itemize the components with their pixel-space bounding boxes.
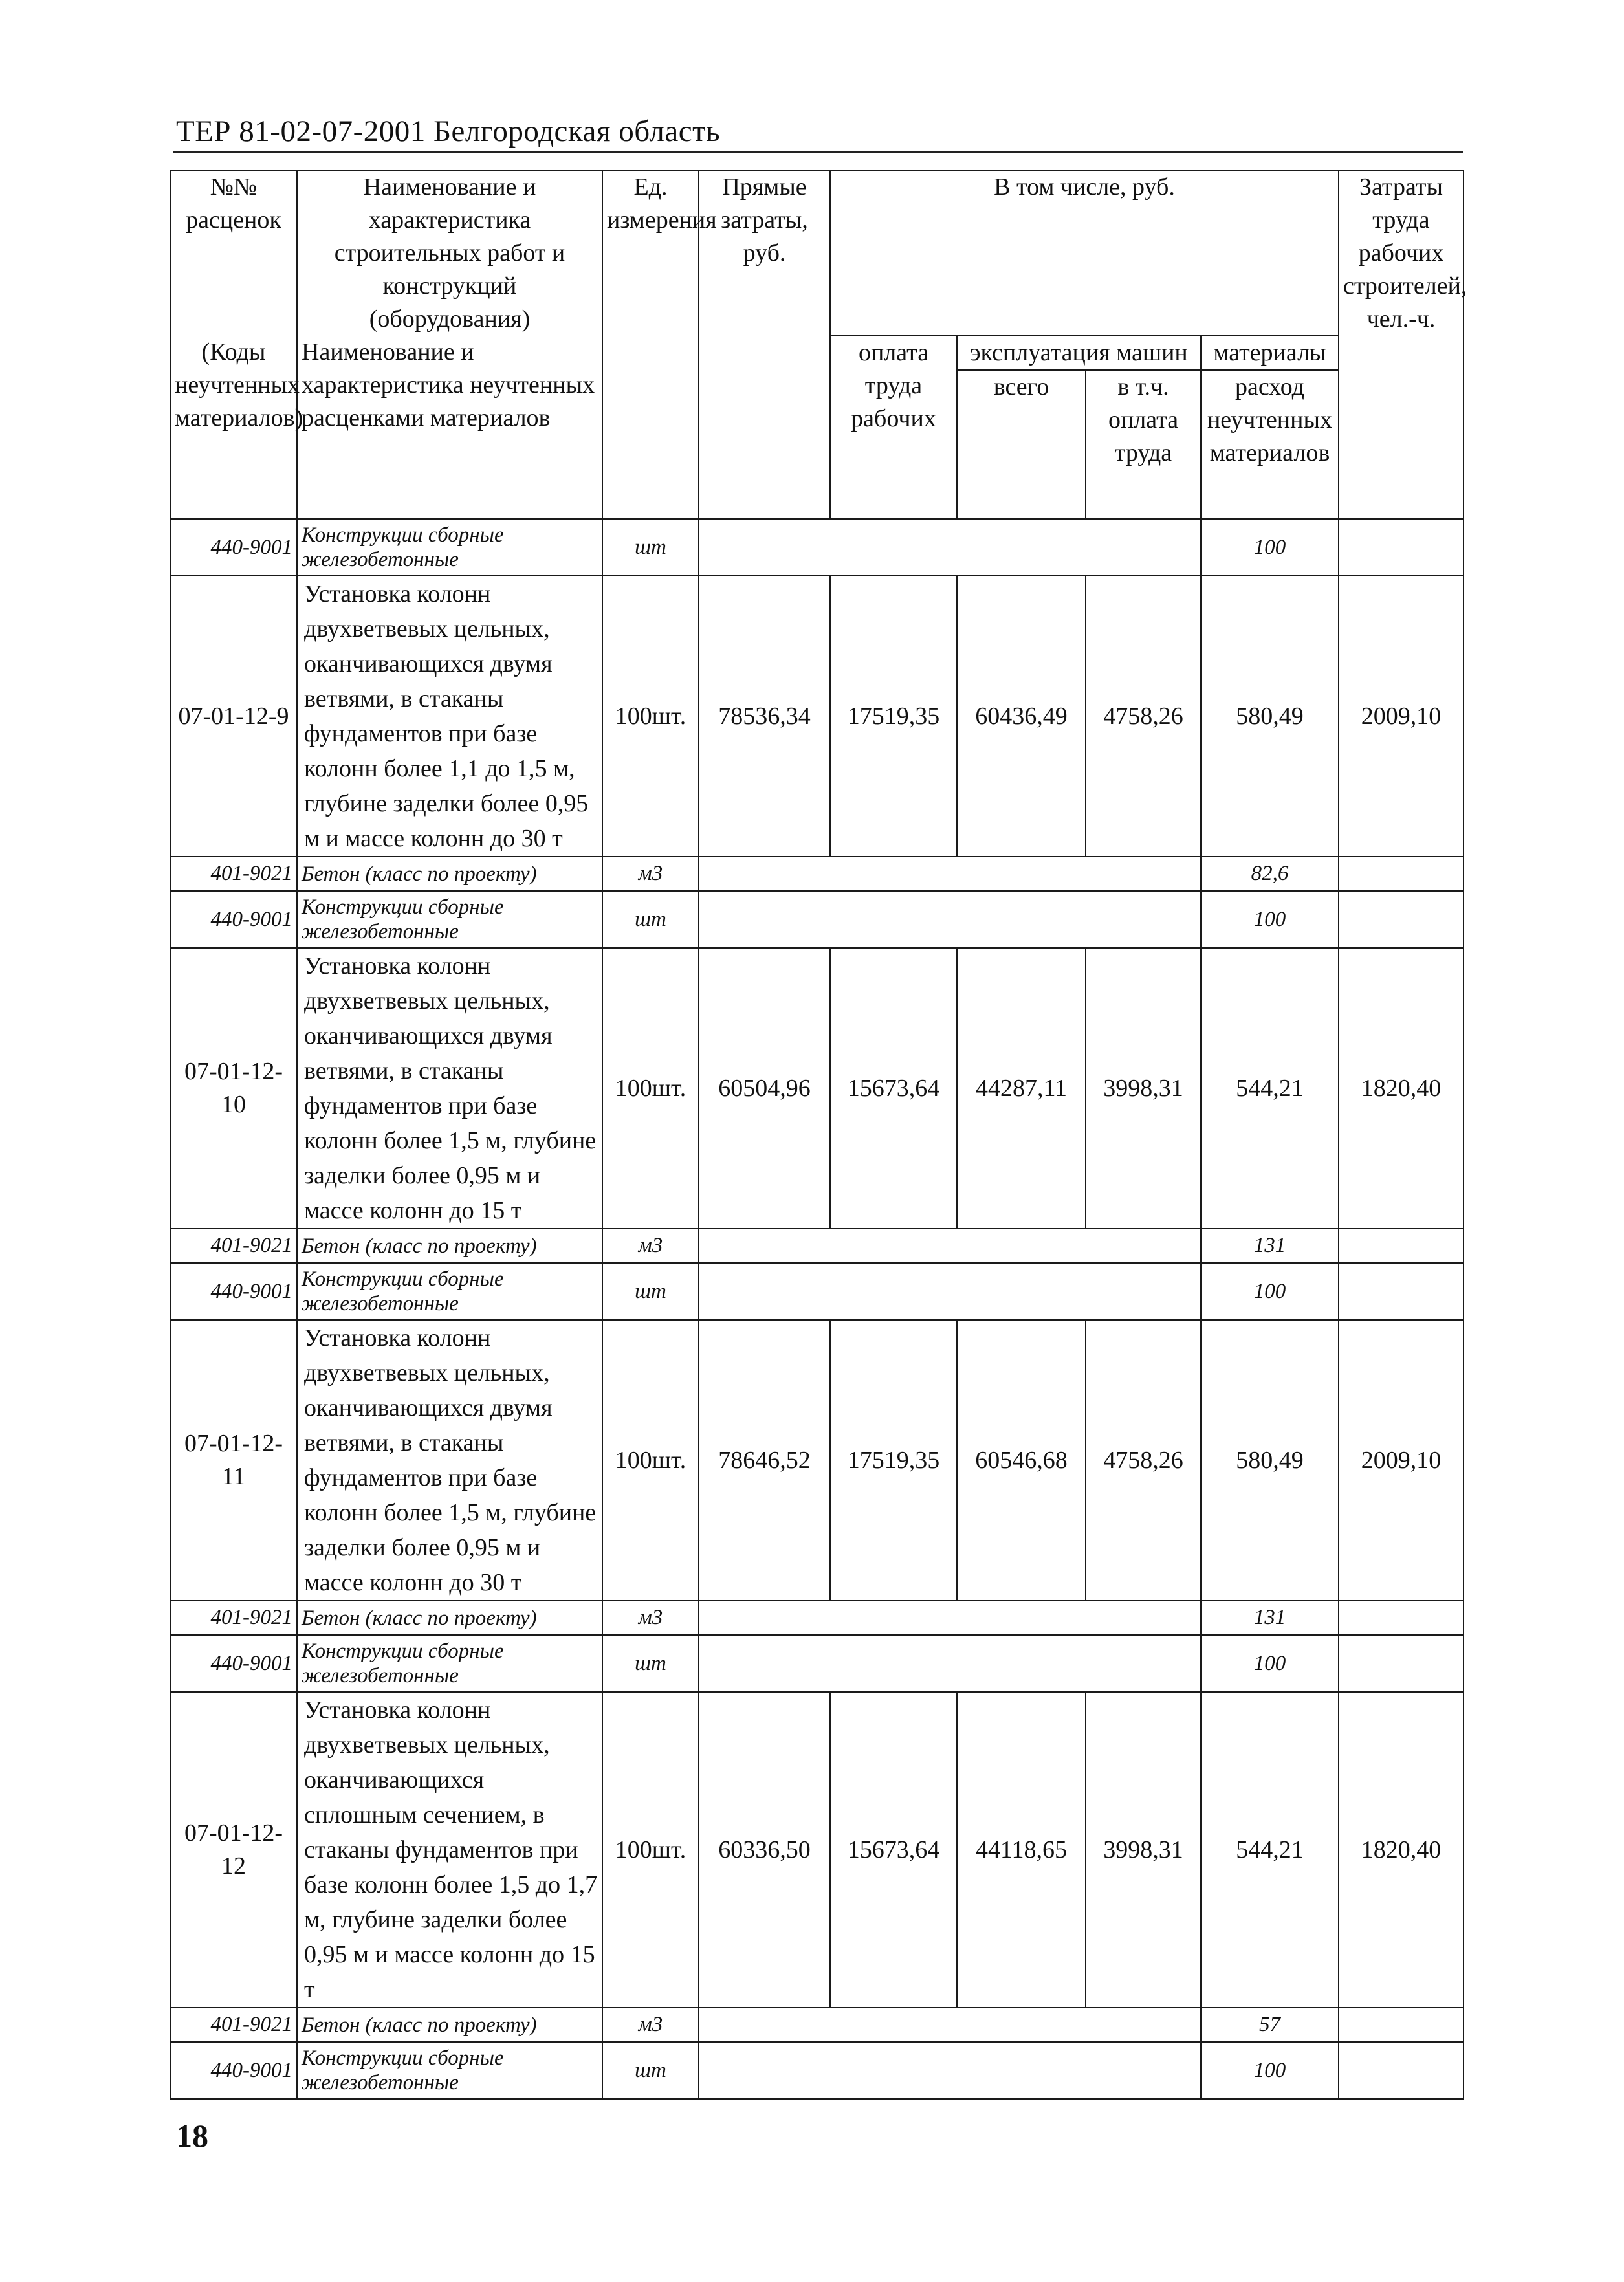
- rate-machines-total: 60546,68: [957, 1320, 1086, 1601]
- material-code: 401-9021: [170, 1229, 297, 1263]
- header-code: №№ расценок: [170, 170, 297, 336]
- material-blank-labor: [1339, 2008, 1464, 2042]
- material-blank-labor: [1339, 519, 1464, 576]
- rate-code: 07-01-12-9: [170, 576, 297, 857]
- rate-direct-cost: 60336,50: [699, 1692, 830, 2008]
- material-code: 401-9021: [170, 1601, 297, 1635]
- material-blank-labor: [1339, 857, 1464, 891]
- material-row: [170, 857, 1464, 891]
- rate-labor: 1820,40: [1339, 1692, 1464, 2008]
- material-blank-labor: [1339, 891, 1464, 948]
- header-name-2: Наименование и характеристика неучтенных расценками материалов: [297, 336, 602, 519]
- rate-row: [170, 948, 1464, 1229]
- material-blank: [699, 2008, 1201, 2042]
- header-including: В том числе, руб.: [830, 170, 1339, 336]
- material-blank: [699, 857, 1201, 891]
- material-code: 440-9001: [170, 2042, 297, 2099]
- material-name: Конструкции сборные железобетонные: [297, 1635, 602, 1692]
- rate-name: Установка колонн двухветвевых цельных, оканчивающихся двумя ветвями, в стаканы фундаментов при базе колонн более 1,5 м, глубине заделки более 0,95 м и массе колонн до 30 т: [297, 1320, 602, 1601]
- material-unit: м3: [602, 1601, 699, 1635]
- material-blank: [699, 1635, 1201, 1692]
- rate-code: 07-01-12-12: [170, 1692, 297, 2008]
- material-usage: 100: [1201, 1635, 1339, 1692]
- material-name: Конструкции сборные железобетонные: [297, 891, 602, 948]
- material-row: [170, 1635, 1464, 1692]
- material-usage: 100: [1201, 2042, 1339, 2099]
- material-blank-labor: [1339, 1263, 1464, 1320]
- header-row-1: [170, 170, 1464, 336]
- material-code: 440-9001: [170, 519, 297, 576]
- material-row: [170, 2008, 1464, 2042]
- material-name: Бетон (класс по проекту): [297, 1601, 602, 1635]
- rate-name: Установка колонн двухветвевых цельных, оканчивающихся двумя ветвями, в стаканы фундаментов при базе колонн более 1,1 до 1,5 м, глубине заделки более 0,95 м и массе колонн до 30 т: [297, 576, 602, 857]
- rate-name: Установка колонн двухветвевых цельных, оканчивающихся сплошным сечением, в стаканы фундаментов при базе колонн более 1,5 до 1,7 м, глубине заделки более 0,95 м и массе колонн до 15 т: [297, 1692, 602, 2008]
- material-code: 440-9001: [170, 1263, 297, 1320]
- material-unit: м3: [602, 2008, 699, 2042]
- material-blank: [699, 1263, 1201, 1320]
- header-mat-usage: расход неучтенных материалов: [1201, 370, 1339, 519]
- rates-table: [170, 170, 1467, 2100]
- material-blank: [699, 1229, 1201, 1263]
- material-name: Бетон (класс по проекту): [297, 857, 602, 891]
- material-name: Конструкции сборные железобетонные: [297, 1263, 602, 1320]
- material-row: [170, 1229, 1464, 1263]
- rate-unit: 100шт.: [602, 1320, 699, 1601]
- rate-direct-cost: 78646,52: [699, 1320, 830, 1601]
- rate-direct-cost: 78536,34: [699, 576, 830, 857]
- material-blank-labor: [1339, 1601, 1464, 1635]
- rate-code: 07-01-12-10: [170, 948, 297, 1229]
- rate-labor: 1820,40: [1339, 948, 1464, 1229]
- material-blank: [699, 891, 1201, 948]
- material-row: [170, 519, 1464, 576]
- material-usage: 57: [1201, 2008, 1339, 2042]
- material-code: 440-9001: [170, 1635, 297, 1692]
- rate-unit: 100шт.: [602, 1692, 699, 2008]
- material-usage: 131: [1201, 1601, 1339, 1635]
- material-code: 401-9021: [170, 857, 297, 891]
- header-code-2: (Коды неучтенных материалов): [170, 336, 297, 519]
- header-mach-wages: в т.ч. оплата труда: [1086, 370, 1201, 519]
- header-name: Наименование и характеристика строительных работ и конструкций (оборудования): [297, 170, 602, 336]
- material-unit: шт: [602, 891, 699, 948]
- material-blank: [699, 519, 1201, 576]
- material-usage: 100: [1201, 519, 1339, 576]
- rate-labor: 2009,10: [1339, 576, 1464, 857]
- header-rule: [173, 151, 1463, 153]
- material-unit: шт: [602, 2042, 699, 2099]
- material-usage: 131: [1201, 1229, 1339, 1263]
- rate-machines-wages: 3998,31: [1086, 948, 1201, 1229]
- material-name: Бетон (класс по проекту): [297, 2008, 602, 2042]
- material-row: [170, 891, 1464, 948]
- rate-row: [170, 1320, 1464, 1601]
- rate-machines-wages: 3998,31: [1086, 1692, 1201, 2008]
- material-blank: [699, 2042, 1201, 2099]
- rate-wages: 15673,64: [830, 1692, 957, 2008]
- material-usage: 100: [1201, 1263, 1339, 1320]
- rate-unit: 100шт.: [602, 948, 699, 1229]
- material-usage: 82,6: [1201, 857, 1339, 891]
- material-code: 440-9001: [170, 891, 297, 948]
- material-unit: м3: [602, 1229, 699, 1263]
- header-unit: Ед. измерения: [602, 170, 699, 519]
- header-wages: оплата труда рабочих: [830, 336, 957, 519]
- material-unit: шт: [602, 1635, 699, 1692]
- material-code: 401-9021: [170, 2008, 297, 2042]
- rate-wages: 17519,35: [830, 576, 957, 857]
- material-row: [170, 1601, 1464, 1635]
- rate-materials: 544,21: [1201, 948, 1339, 1229]
- rate-wages: 17519,35: [830, 1320, 957, 1601]
- material-blank: [699, 1601, 1201, 1635]
- header-mach-total: всего: [957, 370, 1086, 519]
- rate-unit: 100шт.: [602, 576, 699, 857]
- rate-materials: 544,21: [1201, 1692, 1339, 2008]
- material-unit: шт: [602, 1263, 699, 1320]
- material-row: [170, 2042, 1464, 2099]
- material-unit: м3: [602, 857, 699, 891]
- rate-machines-wages: 4758,26: [1086, 576, 1201, 857]
- rate-name: Установка колонн двухветвевых цельных, оканчивающихся двумя ветвями, в стаканы фундаментов при базе колонн более 1,5 м, глубине заделки более 0,95 м и массе колонн до 15 т: [297, 948, 602, 1229]
- page-header: ТЕР 81-02-07-2001 Белгородская область: [176, 115, 721, 148]
- header-direct: Прямые затраты, руб.: [699, 170, 830, 519]
- rate-materials: 580,49: [1201, 1320, 1339, 1601]
- rate-row: [170, 576, 1464, 857]
- material-row: [170, 1263, 1464, 1320]
- material-name: Конструкции сборные железобетонные: [297, 519, 602, 576]
- rate-machines-wages: 4758,26: [1086, 1320, 1201, 1601]
- rate-machines-total: 44118,65: [957, 1692, 1086, 2008]
- rate-row: [170, 1692, 1464, 2008]
- page-number: 18: [176, 2118, 208, 2154]
- header-materials: материалы: [1201, 336, 1339, 370]
- rate-machines-total: 60436,49: [957, 576, 1086, 857]
- rate-machines-total: 44287,11: [957, 948, 1086, 1229]
- header-machines: эксплуатация машин: [957, 336, 1201, 370]
- header-labor: Затраты труда рабочих строителей, чел.-ч.: [1339, 170, 1464, 519]
- material-usage: 100: [1201, 891, 1339, 948]
- rate-code: 07-01-12-11: [170, 1320, 297, 1601]
- material-blank-labor: [1339, 2042, 1464, 2099]
- material-name: Бетон (класс по проекту): [297, 1229, 602, 1263]
- material-blank-labor: [1339, 1635, 1464, 1692]
- rate-materials: 580,49: [1201, 576, 1339, 857]
- material-name: Конструкции сборные железобетонные: [297, 2042, 602, 2099]
- rate-wages: 15673,64: [830, 948, 957, 1229]
- rate-direct-cost: 60504,96: [699, 948, 830, 1229]
- rate-labor: 2009,10: [1339, 1320, 1464, 1601]
- material-blank-labor: [1339, 1229, 1464, 1263]
- material-unit: шт: [602, 519, 699, 576]
